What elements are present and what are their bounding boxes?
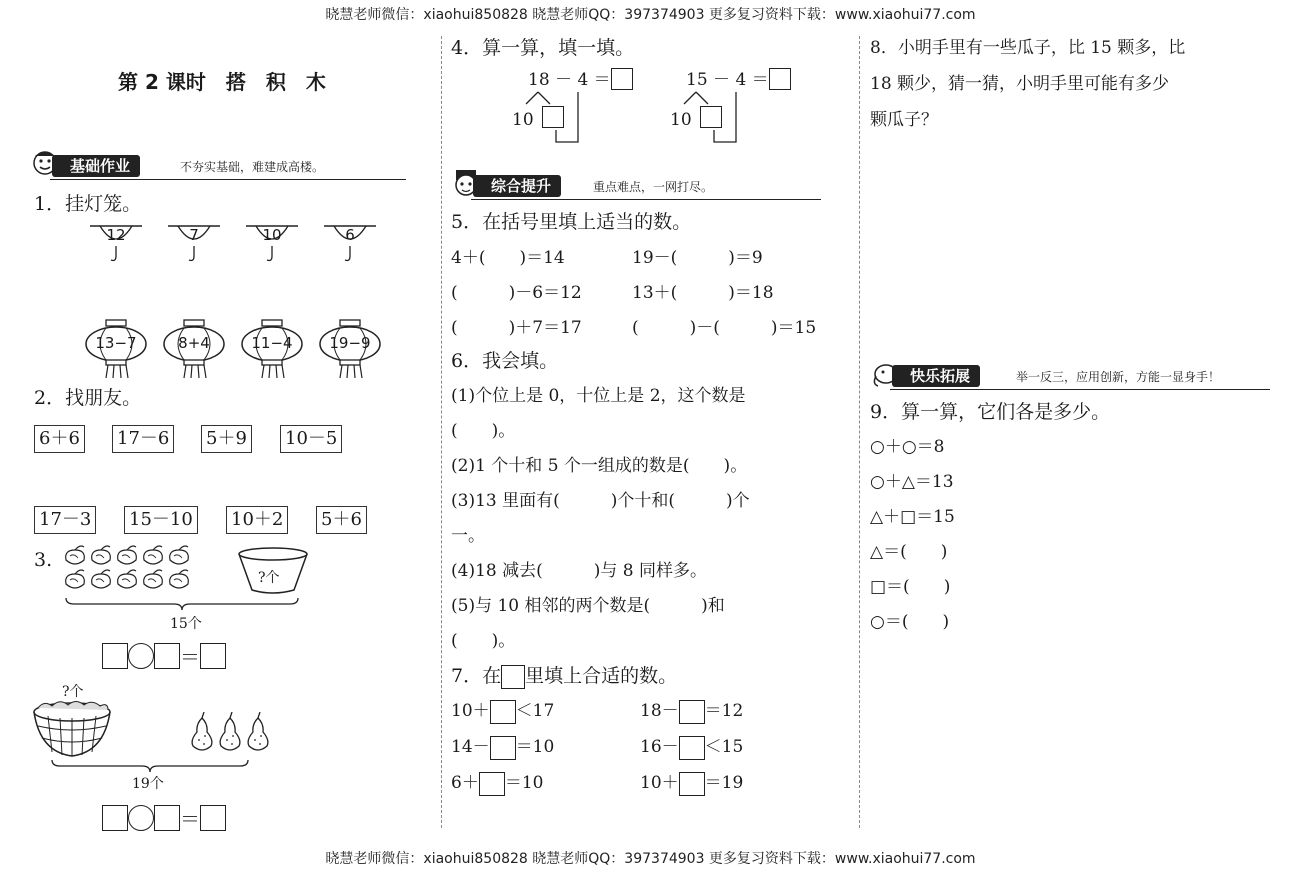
lantern-expression: 8+4 <box>178 334 210 352</box>
q8-line: 18 颗少，猜一猜，小明手里可能有多少 <box>870 74 1170 94</box>
lesson-title: 第 2 课时 搭 积 木 <box>118 70 326 94</box>
peaches-icon <box>60 542 200 594</box>
column-divider-2 <box>859 36 860 828</box>
q5-title: 5．在括号里填上适当的数。 <box>451 211 692 233</box>
q7-item: 6＋ ＝10 <box>451 771 543 796</box>
q1-title: 1．挂灯笼。 <box>34 193 142 215</box>
q9-line: ○＋△＝13 <box>870 472 954 492</box>
blank-box[interactable] <box>200 805 226 831</box>
total-label: 15个 <box>170 616 202 632</box>
blank-box[interactable] <box>490 700 516 724</box>
section-slogan: 举一反三，应用创新，方能一显身手！ <box>1016 370 1221 384</box>
q6-line: (5)与 10 相邻的两个数是( )和 <box>451 596 725 616</box>
lantern-expression: 13−7 <box>95 334 137 352</box>
watermark-bottom: 晓慧老师微信：xiaohui850828 晓慧老师QQ：397374903 更多复习资料下载：www.xiaohui77.com <box>325 851 976 867</box>
split-value: 10 <box>512 110 534 130</box>
answer-box[interactable] <box>769 68 791 90</box>
lantern-hook: 10 <box>244 222 300 270</box>
friend-card[interactable]: 17－3 <box>34 506 96 534</box>
blank-box[interactable] <box>200 643 226 669</box>
blank-box[interactable] <box>679 736 705 760</box>
split-box[interactable] <box>700 106 722 128</box>
q4-title: 4．算一算，填一填。 <box>451 37 635 59</box>
operator-circle[interactable] <box>128 805 154 831</box>
q5-item: 4＋( )＝14 <box>451 248 565 268</box>
friend-card[interactable]: 10－5 <box>280 425 342 453</box>
section-slogan: 不夯实基础，难建成高楼。 <box>180 160 325 174</box>
lantern[interactable] <box>318 318 382 382</box>
section-label: 快乐拓展 <box>892 365 980 387</box>
total-label: 19个 <box>132 776 164 792</box>
section-label: 综合提升 <box>473 175 561 197</box>
pears-icon <box>186 712 276 754</box>
q9-line: △＝( ) <box>870 542 948 562</box>
q7-item: 18－ ＝12 <box>640 699 743 724</box>
q9-line: □＝( ) <box>870 577 951 597</box>
q7-item: 10＋ ＝19 <box>640 771 743 796</box>
q9-title: 9．算一算，它们各是多少。 <box>870 401 1111 423</box>
lantern-expression: 11−4 <box>251 334 293 352</box>
blank-box[interactable] <box>102 643 128 669</box>
split-box[interactable] <box>542 106 564 128</box>
q7-item: 14－ ＝10 <box>451 735 554 760</box>
q5-item: ( )＋7＝17 <box>451 318 582 338</box>
blank-box[interactable] <box>154 805 180 831</box>
q3-number: 3. <box>34 549 53 571</box>
lantern[interactable] <box>240 318 304 382</box>
q2-title: 2．找朋友。 <box>34 387 142 409</box>
section-banner-basic <box>30 152 406 182</box>
q9-line: △＋□＝15 <box>870 507 955 527</box>
operator-circle[interactable] <box>128 643 154 669</box>
q6-line: (2)1 个十和 5 个一组成的数是( )。 <box>451 456 748 476</box>
q5-item: 13＋( )＝18 <box>632 283 774 303</box>
blank-box[interactable] <box>154 643 180 669</box>
q5-item: ( )－6＝12 <box>451 283 582 303</box>
q8-line: 8．小明手里有一些瓜子，比 15 颗多，比 <box>870 38 1186 58</box>
split-value: 10 <box>670 110 692 130</box>
q5-item: ( )－( )＝15 <box>632 318 817 338</box>
q6-line: (1)个位上是 0，十位上是 2，这个数是 <box>451 386 746 406</box>
lantern-hook: 12 <box>88 222 144 270</box>
friend-card[interactable]: 5＋9 <box>201 425 252 453</box>
blank-box[interactable] <box>490 736 516 760</box>
q5-item: 19－( )＝9 <box>632 248 763 268</box>
q7-item: 16－ ＜15 <box>640 735 743 760</box>
lantern-expression: 19−9 <box>329 334 371 352</box>
lantern-hook: 7 <box>166 222 222 270</box>
watermark-top: 晓慧老师微信：xiaohui850828 晓慧老师QQ：397374903 更多复习资料下载：www.xiaohui77.com <box>325 7 976 23</box>
brace-icon <box>64 596 300 612</box>
q9-line: ○＋○＝8 <box>870 437 945 457</box>
q6-line: ( )。 <box>451 631 516 651</box>
friend-card[interactable]: 10＋2 <box>226 506 288 534</box>
lantern[interactable] <box>162 318 226 382</box>
q6-line: (3)13 里面有( )个十和( )个 <box>451 491 750 511</box>
blank-box[interactable] <box>679 772 705 796</box>
q8-line: 颗瓜子？ <box>870 110 938 130</box>
friend-card[interactable]: 5＋6 <box>316 506 367 534</box>
blank-box-sample <box>501 665 525 689</box>
equation-blanks-1: ＝ <box>102 641 226 669</box>
blank-box[interactable] <box>679 700 705 724</box>
q7-title: 7．在 里填上合适的数。 <box>451 665 678 687</box>
q4-expr-2: 15 － 4 ＝ <box>686 70 769 90</box>
section-banner-extension <box>870 362 1270 392</box>
q6-line: 一。 <box>451 526 485 546</box>
friend-card[interactable]: 17－6 <box>112 425 174 453</box>
blank-box[interactable] <box>102 805 128 831</box>
basket-icon <box>30 698 114 760</box>
section-banner-comprehensive <box>451 172 821 202</box>
section-label: 基础作业 <box>52 155 140 177</box>
blank-box[interactable] <box>479 772 505 796</box>
friend-card[interactable]: 6＋6 <box>34 425 85 453</box>
lantern-hook: 6 <box>322 222 378 270</box>
equation-blanks-2: ＝ <box>102 803 226 831</box>
basket-label: ?个 <box>62 684 84 700</box>
lantern[interactable] <box>84 318 148 382</box>
friend-card[interactable]: 15－10 <box>124 506 198 534</box>
section-slogan: 重点难点，一网打尽。 <box>593 180 714 194</box>
q9-line: ○＝( ) <box>870 612 950 632</box>
bowl-label: ?个 <box>258 570 280 586</box>
column-divider-1 <box>441 36 442 828</box>
q7-item: 10＋ ＜17 <box>451 699 554 724</box>
q6-line: ( )。 <box>451 421 516 441</box>
q6-line: (4)18 减去( )与 8 同样多。 <box>451 561 708 581</box>
q6-title: 6．我会填。 <box>451 350 559 372</box>
answer-box[interactable] <box>611 68 633 90</box>
q4-expr-1: 18 － 4 ＝ <box>528 70 611 90</box>
